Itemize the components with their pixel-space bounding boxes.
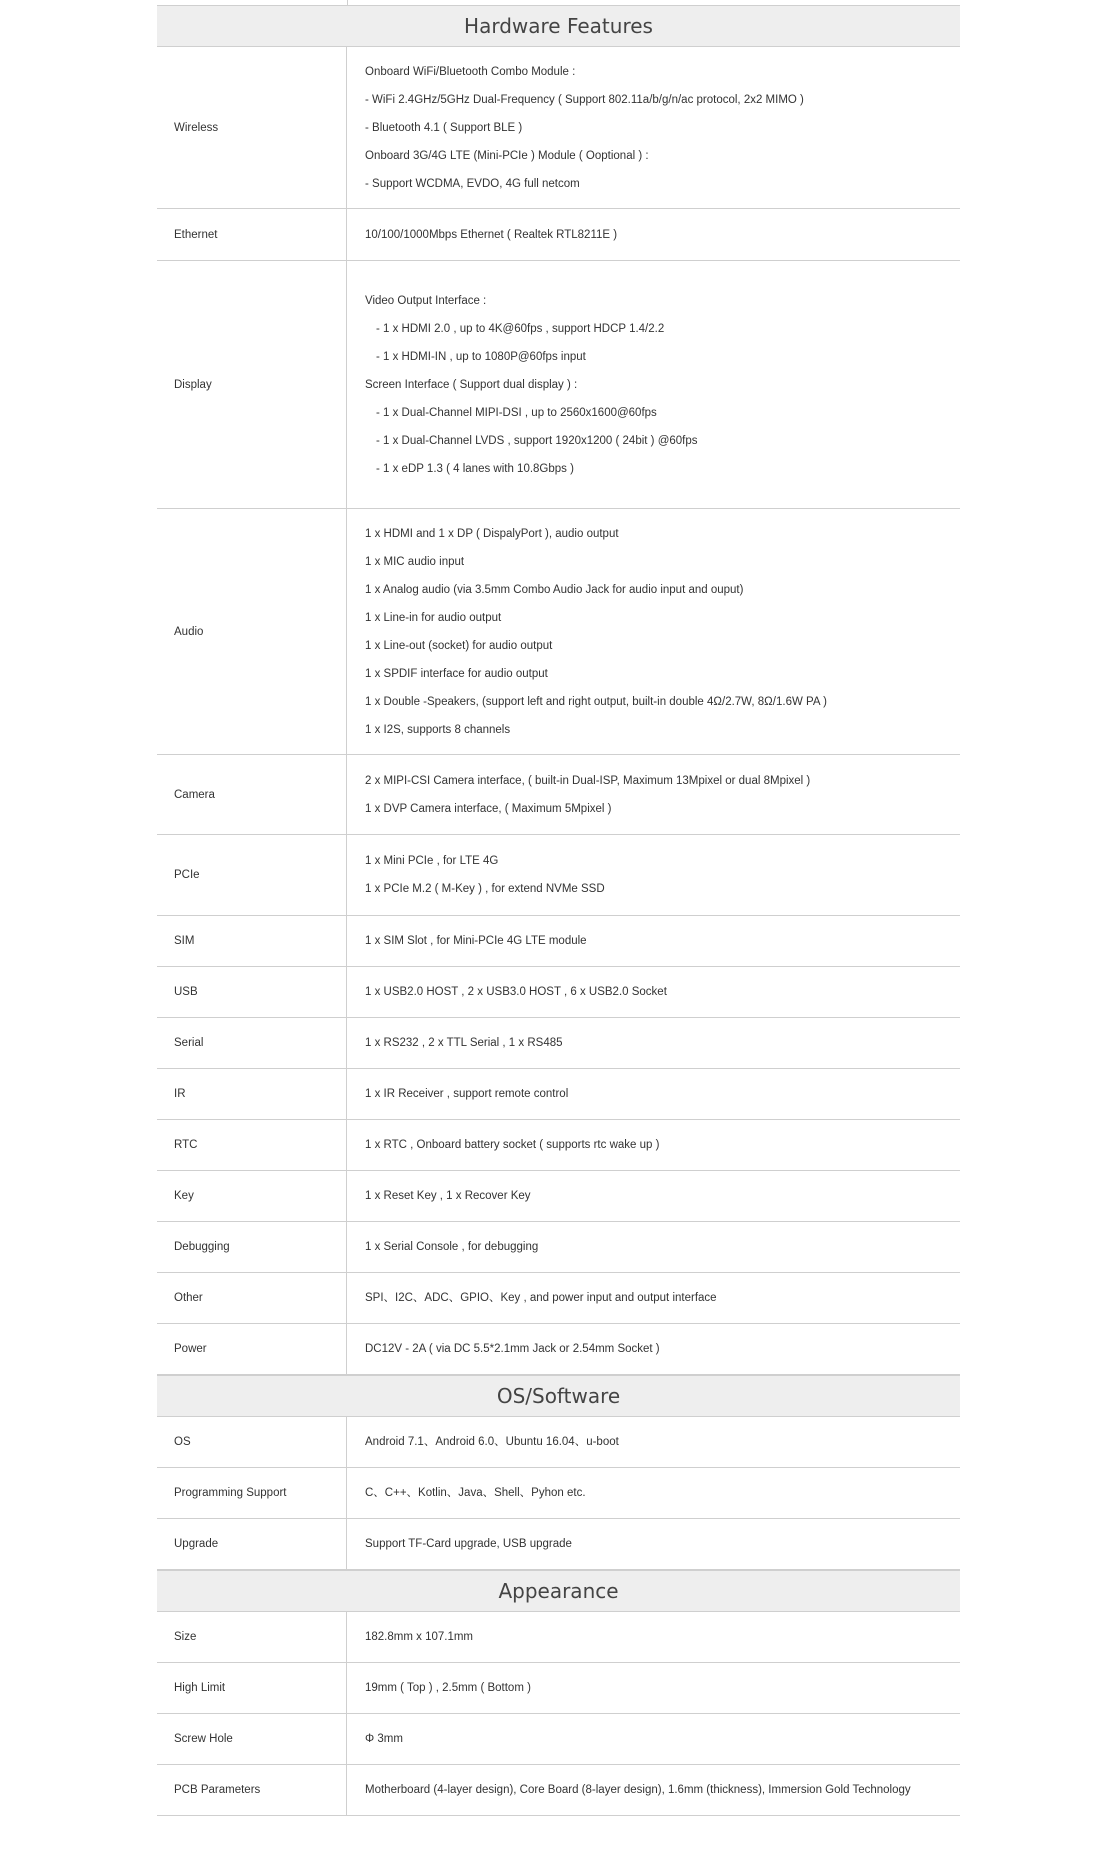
spec-label: OS (157, 1417, 347, 1467)
section-header: Hardware Features (157, 5, 960, 47)
spec-value-line: 1 x Serial Console , for debugging (365, 1241, 539, 1253)
spec-value-line: DC12V - 2A ( via DC 5.5*2.1mm Jack or 2.54mm Socket ) (365, 1343, 660, 1355)
spec-label: Programming Support (157, 1468, 347, 1518)
spec-value (347, 1171, 960, 1221)
spec-value (347, 967, 960, 1017)
spec-value-line: 1 x SIM Slot , for Mini-PCIe 4G LTE module (365, 935, 587, 947)
spec-row (157, 47, 960, 209)
spec-label: IR (157, 1069, 347, 1119)
spec-value-line: 1 x DVP Camera interface, ( Maximum 5Mpixel ) (365, 802, 612, 815)
spec-row (157, 1417, 960, 1468)
spec-row (157, 1069, 960, 1120)
spec-value (347, 47, 960, 208)
spec-value-line: 1 x Line-in for audio output (365, 611, 502, 624)
spec-label: Wireless (157, 47, 347, 208)
spec-label: PCIe (157, 835, 347, 915)
spec-value (347, 916, 960, 966)
spec-value-line: 1 x RTC , Onboard battery socket ( supports rtc wake up ) (365, 1139, 660, 1151)
spec-value-line: 1 x Line-out (socket) for audio output (365, 639, 553, 652)
spec-row (157, 1018, 960, 1069)
spec-value-line: 1 x IR Receiver , support remote control (365, 1088, 569, 1100)
spec-label: SIM (157, 916, 347, 966)
spec-label: Power (157, 1324, 347, 1374)
spec-value (347, 1120, 960, 1170)
spec-value-line: SPI、I2C、ADC、GPIO、Key , and power input and output interface (365, 1292, 717, 1304)
spec-value (347, 1612, 960, 1662)
spec-value-line: 19mm ( Top ) , 2.5mm ( Bottom ) (365, 1682, 531, 1694)
spec-row (157, 1663, 960, 1714)
spec-row (157, 1120, 960, 1171)
spec-row (157, 1765, 960, 1816)
spec-label: Debugging (157, 1222, 347, 1272)
spec-value-line: Onboard 3G/4G LTE (Mini-PCIe ) Module ( Ooptional ) : (365, 149, 649, 162)
spec-value (347, 835, 960, 915)
spec-value-line: 1 x RS232 , 2 x TTL Serial , 1 x RS485 (365, 1037, 563, 1049)
spec-value-line: 1 x I2S, supports 8 channels (365, 723, 511, 736)
spec-value (347, 261, 960, 508)
spec-label: Upgrade (157, 1519, 347, 1569)
spec-value-line: Φ 3mm (365, 1733, 403, 1745)
spec-value-line: 1 x USB2.0 HOST , 2 x USB3.0 HOST , 6 x USB2.0 Socket (365, 986, 667, 998)
spec-value-line: 1 x PCIe M.2 ( M-Key ) , for extend NVMe SSD (365, 883, 605, 895)
spec-value-line: 1 x Double -Speakers, (support left and right output, built-in double 4Ω/2.7W, 8Ω/1.6W PA ) (365, 695, 827, 708)
spec-label: RTC (157, 1120, 347, 1170)
spec-value-line: 2 x MIPI-CSI Camera interface, ( built-in Dual-ISP, Maximum 13Mpixel or dual 8Mpixel ) (365, 774, 811, 787)
spec-value-line: 10/100/1000Mbps Ethernet ( Realtek RTL8211E ) (365, 228, 618, 241)
spec-value (347, 1468, 960, 1518)
spec-value (347, 1069, 960, 1119)
spec-value (347, 509, 960, 754)
spec-value-line: Onboard WiFi/Bluetooth Combo Module : (365, 65, 576, 78)
spec-value-line: - 1 x HDMI 2.0 , up to 4K@60fps , support HDCP 1.4/2.2 (376, 322, 665, 335)
spec-row (157, 1519, 960, 1570)
spec-value-line: - Bluetooth 4.1 ( Support BLE ) (365, 121, 523, 134)
spec-value (347, 1273, 960, 1323)
spec-row (157, 1324, 960, 1375)
spec-label: High Limit (157, 1663, 347, 1713)
spec-value (347, 209, 960, 260)
spec-label: USB (157, 967, 347, 1017)
spec-value (347, 1765, 960, 1815)
section-header: OS/Software (157, 1375, 960, 1417)
spec-label: Display (157, 261, 347, 508)
spec-value-line: 1 x HDMI and 1 x DP ( DispalyPort ), audio output (365, 527, 619, 540)
spec-row (157, 1468, 960, 1519)
spec-value-line: Android 7.1、Android 6.0、Ubuntu 16.04、u-boot (365, 1436, 619, 1448)
spec-value (347, 1018, 960, 1068)
spec-label: Size (157, 1612, 347, 1662)
spec-row (157, 261, 960, 509)
spec-value-line: 1 x Mini PCIe , for LTE 4G (365, 855, 499, 867)
spec-value-line: - 1 x HDMI-IN , up to 1080P@60fps input (376, 350, 586, 363)
spec-value-line: C、C++、Kotlin、Java、Shell、Pyhon etc. (365, 1487, 586, 1499)
spec-value-line: Support TF-Card upgrade, USB upgrade (365, 1538, 572, 1550)
spec-label: PCB Parameters (157, 1765, 347, 1815)
spec-value (347, 1222, 960, 1272)
section-header: Appearance (157, 1570, 960, 1612)
spec-label: Screw Hole (157, 1714, 347, 1764)
spec-label: Ethernet (157, 209, 347, 260)
spec-value-line: 1 x Reset Key , 1 x Recover Key (365, 1190, 531, 1202)
spec-value-line: - 1 x eDP 1.3 ( 4 lanes with 10.8Gbps ) (376, 462, 574, 475)
spec-value (347, 1417, 960, 1467)
spec-value (347, 755, 960, 834)
spec-row (157, 1222, 960, 1273)
spec-value-line: 1 x Analog audio (via 3.5mm Combo Audio Jack for audio input and ouput) (365, 583, 744, 596)
spec-row (157, 1171, 960, 1222)
spec-value-line: - WiFi 2.4GHz/5GHz Dual-Frequency ( Support 802.11a/b/g/n/ac protocol, 2x2 MIMO ) (365, 93, 804, 106)
spec-value (347, 1663, 960, 1713)
spec-row (157, 967, 960, 1018)
spec-value (347, 1324, 960, 1374)
table-top-divider (347, 0, 348, 5)
spec-row (157, 1714, 960, 1765)
spec-row (157, 1612, 960, 1663)
spec-row (157, 509, 960, 755)
spec-label: Other (157, 1273, 347, 1323)
spec-value-line: - Support WCDMA, EVDO, 4G full netcom (365, 177, 580, 190)
spec-value-line: - 1 x Dual-Channel LVDS , support 1920x1200 ( 24bit ) @60fps (376, 434, 698, 447)
spec-row (157, 916, 960, 967)
spec-value-line: Screen Interface ( Support dual display ) : (365, 378, 578, 391)
spec-value-line: 1 x MIC audio input (365, 555, 465, 568)
spec-label: Serial (157, 1018, 347, 1068)
spec-table (157, 5, 960, 1816)
spec-row (157, 209, 960, 261)
spec-value-line: Motherboard (4-layer design), Core Board (8-layer design), 1.6mm (thickness), Immersion Gold Technology (365, 1784, 911, 1796)
spec-value (347, 1714, 960, 1764)
spec-label: Key (157, 1171, 347, 1221)
spec-value (347, 1519, 960, 1569)
spec-value-line: 182.8mm x 107.1mm (365, 1631, 474, 1643)
spec-row (157, 755, 960, 835)
spec-value-line: - 1 x Dual-Channel MIPI-DSI , up to 2560x1600@60fps (376, 406, 657, 419)
spec-row (157, 1273, 960, 1324)
spec-value-line: 1 x SPDIF interface for audio output (365, 667, 548, 680)
spec-row (157, 835, 960, 916)
spec-label: Camera (157, 755, 347, 834)
spec-value-line: Video Output Interface : (365, 294, 487, 307)
spec-label: Audio (157, 509, 347, 754)
